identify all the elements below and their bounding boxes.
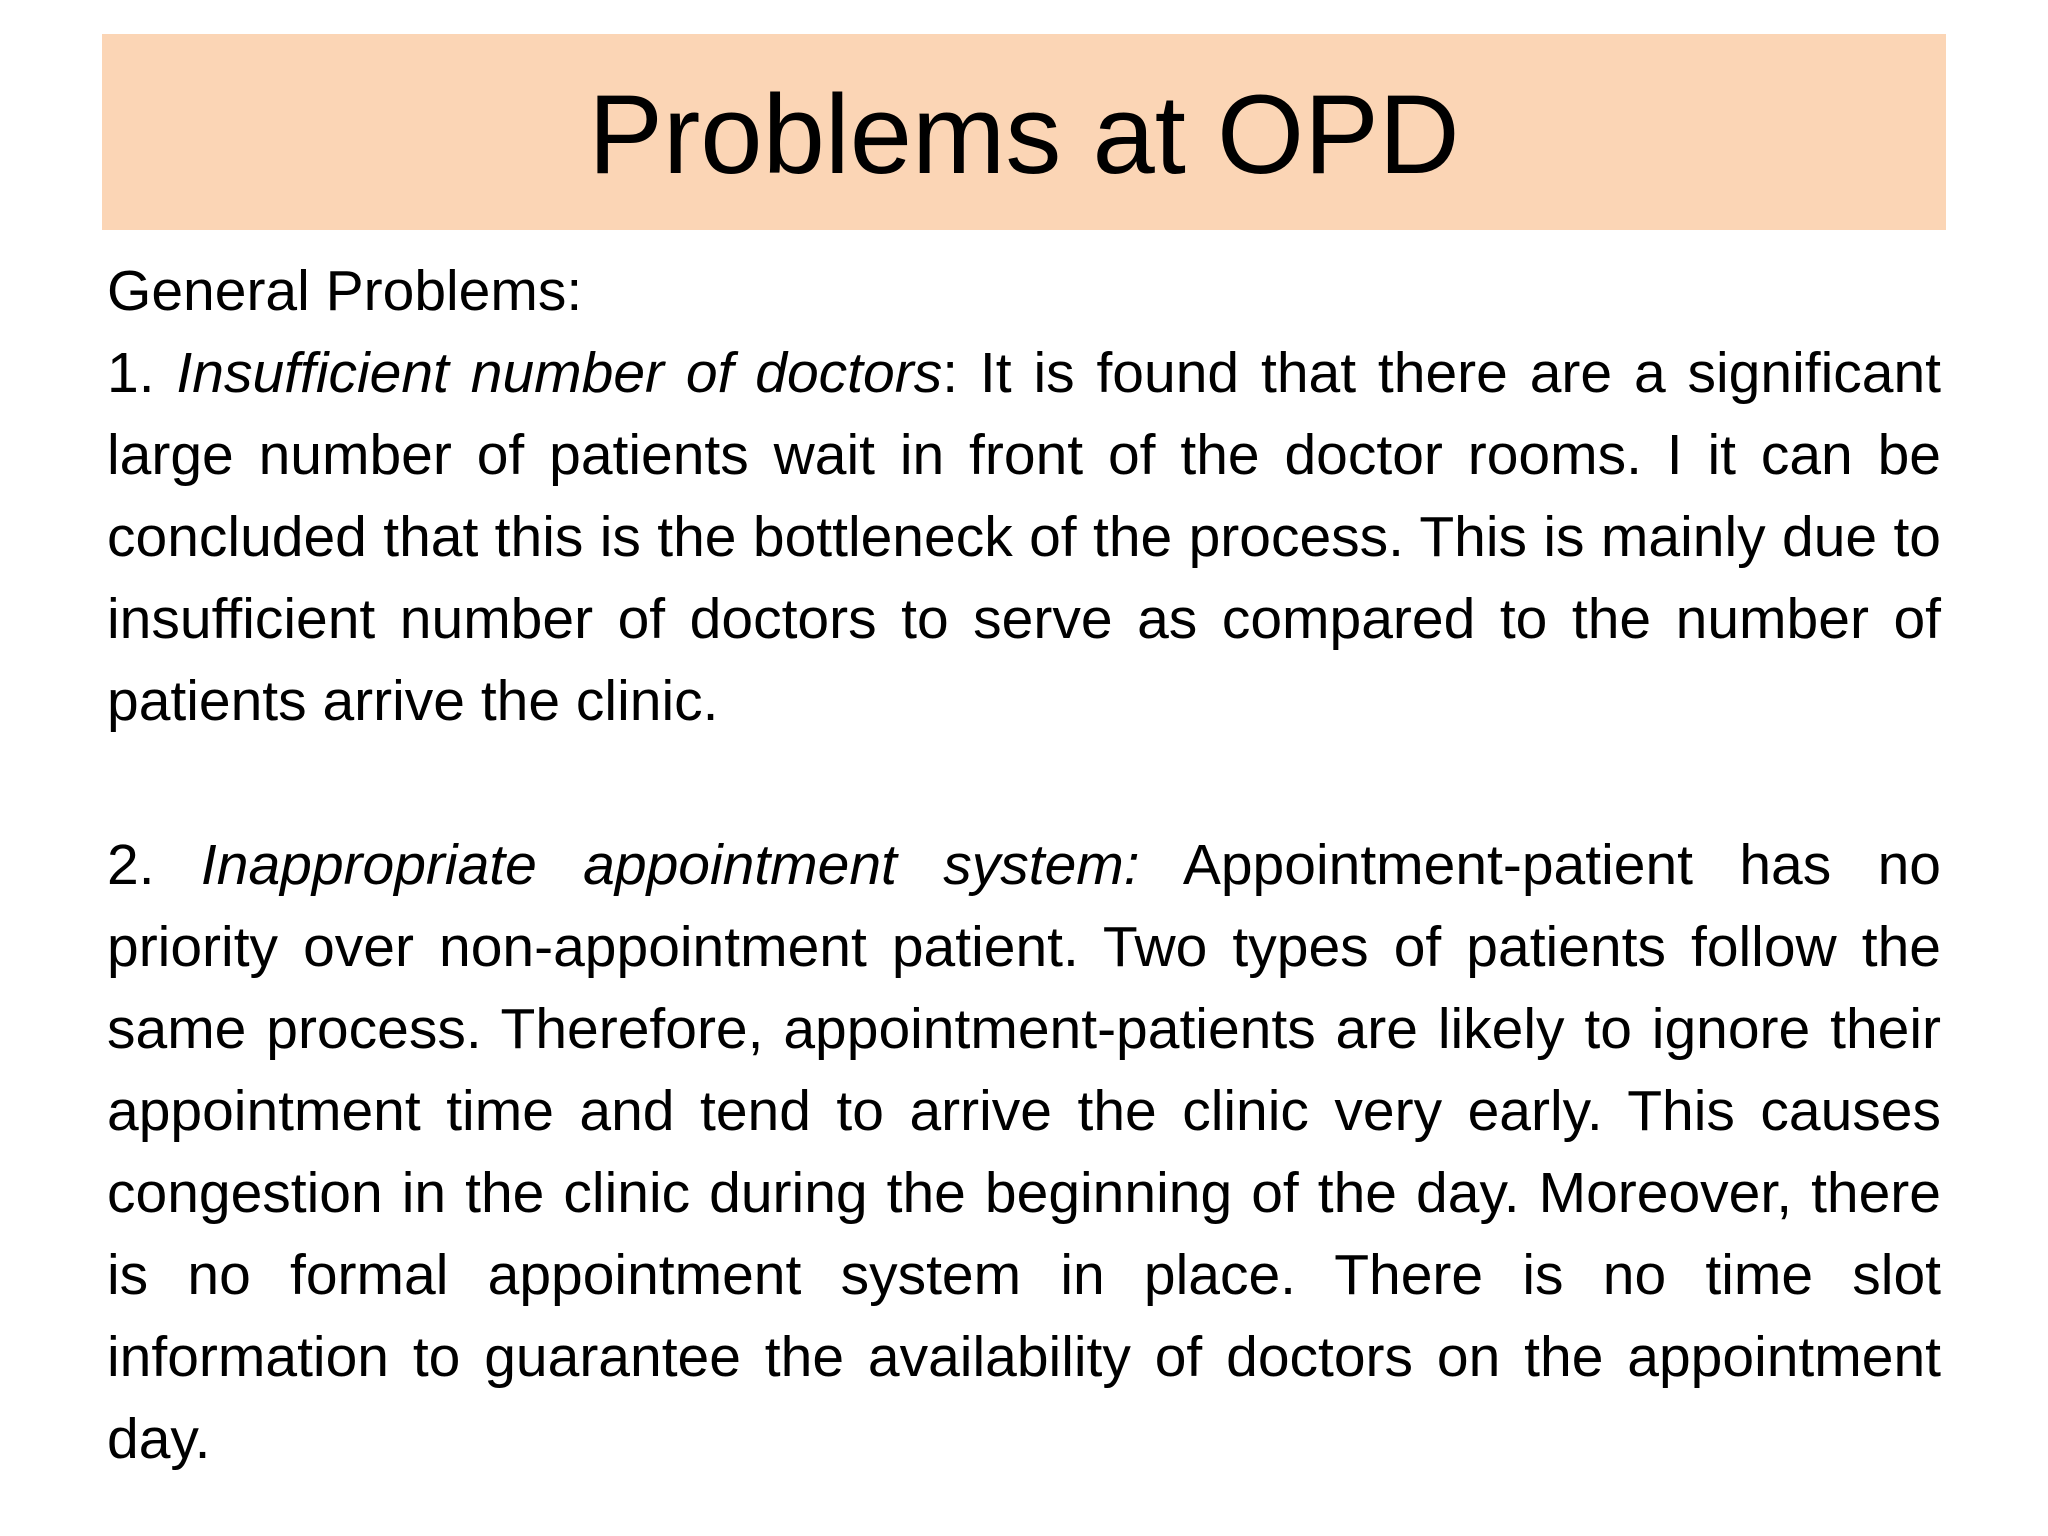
slide-body bbox=[107, 250, 1941, 1480]
slide-title: Problems at OPD bbox=[588, 72, 1460, 197]
item-separator bbox=[1140, 833, 1183, 897]
item-separator: : bbox=[942, 341, 980, 405]
item-term: Insufficient number of doctors bbox=[176, 341, 943, 405]
item-number: 1. bbox=[107, 341, 177, 405]
problem-item-2 bbox=[107, 824, 1941, 1480]
item-number: 2. bbox=[107, 833, 201, 897]
item-term: Inappropriate appointment system: bbox=[200, 833, 1140, 897]
section-subheading: General Problems: bbox=[107, 259, 583, 323]
item-description: Appointment-patient has no priority over non-appointment patient. Two types of patients follow the same process. Therefore, appointment-patients are likely to ignore their appointment time and tend to arrive the clinic very early. This causes congestion in the clinic during the beginning of the day. Moreover, there is no formal appointment system in place. There is no time slot information to guarantee the availability of doctors on the appointment day. bbox=[107, 833, 1942, 1471]
problem-item-1 bbox=[107, 332, 1941, 742]
item-description: It is found that there are a significant large number of patients wait in front of the doctor rooms. I it can be concluded that this is the bottleneck of the process. This is mainly due to insufficient number of doctors to serve as compared to the number of patients arrive the clinic. bbox=[107, 341, 1941, 733]
title-banner bbox=[102, 34, 1946, 230]
